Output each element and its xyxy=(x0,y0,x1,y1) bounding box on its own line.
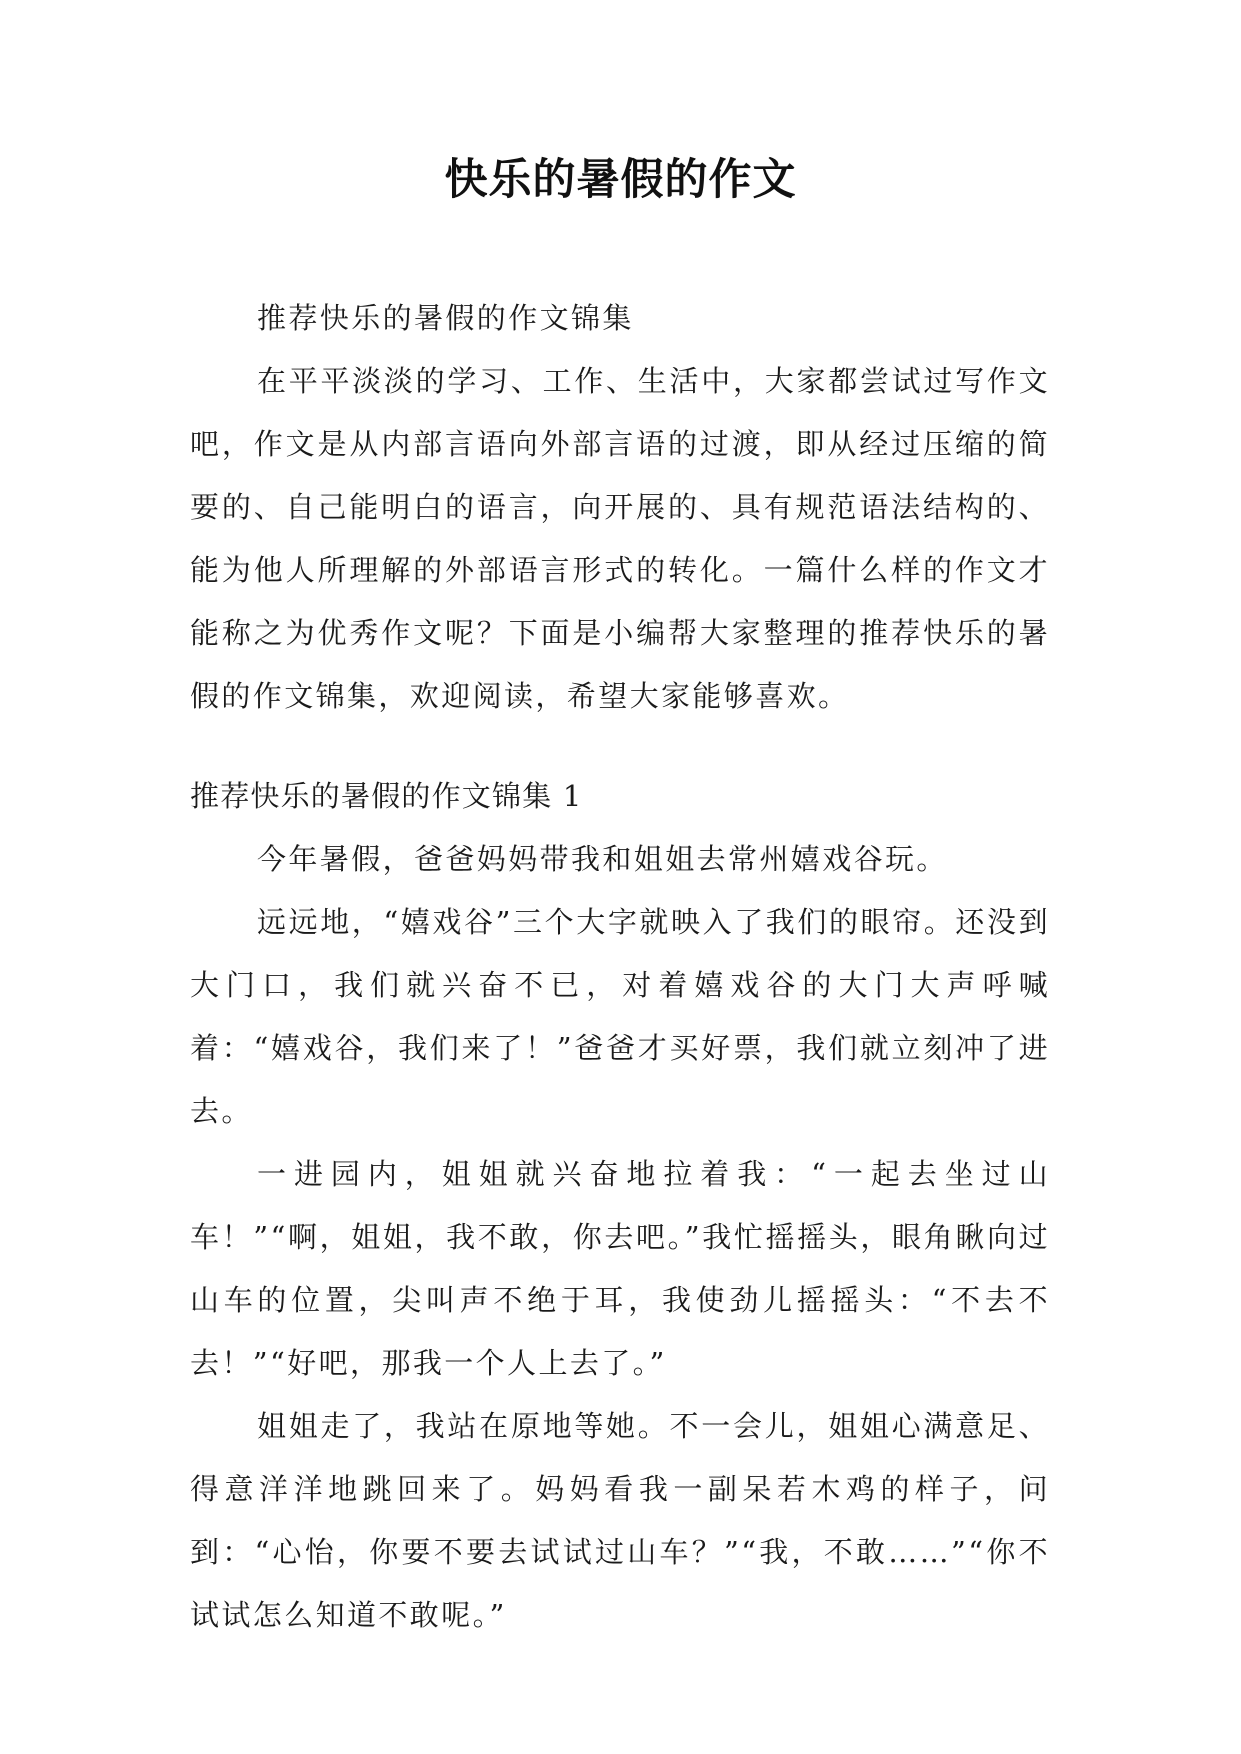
intro-heading: 推荐快乐的暑假的作文锦集 xyxy=(257,301,634,335)
document-body xyxy=(190,287,1050,1647)
body-paragraph: 姐姐走了，我站在原地等她。不一会儿，姐姐心满意足、得意洋洋地跳回来了。妈妈看我一副呆若木鸡的样子，问到：“心怡，你要不要去试试过山车？”“我，不敢……”“你不试试怎么知道不敢呢。” xyxy=(190,1409,1050,1632)
intro-paragraph: 在平平淡淡的学习、工作、生活中，大家都尝试过写作文吧，作文是从内部言语向外部言语的过渡，即从经过压缩的简要的、自己能明白的语言，向开展的、具有规范语法结构的、能为他人所理解的外部语言形式的转化。一篇什么样的作文才能称之为优秀作文呢？下面是小编帮大家整理的推荐快乐的暑假的作文锦集，欢迎阅读，希望大家能够喜欢。 xyxy=(190,364,1050,713)
section-spacer xyxy=(190,728,1050,765)
document-title: 快乐的暑假的作文 xyxy=(444,155,797,205)
body-paragraph: 远远地，“嬉戏谷”三个大字就映入了我们的眼帘。还没到大门口，我们就兴奋不已，对着嬉戏谷的大门大声呼喊着：“嬉戏谷，我们来了！”爸爸才买好票，我们就立刻冲了进去。 xyxy=(190,905,1050,1128)
section-heading: 推荐快乐的暑假的作文锦集 1 xyxy=(190,779,583,813)
body-paragraph: 今年暑假，爸爸妈妈带我和姐姐去常州嬉戏谷玩。 xyxy=(257,842,948,876)
body-paragraph: 一进园内，姐姐就兴奋地拉着我：“一起去坐过山车！”“啊，姐姐，我不敢，你去吧。”我忙摇摇头，眼角瞅向过山车的位置，尖叫声不绝于耳，我使劲儿摇摇头：“不去不去！”“好吧，那我一个人上去了。” xyxy=(190,1157,1050,1380)
